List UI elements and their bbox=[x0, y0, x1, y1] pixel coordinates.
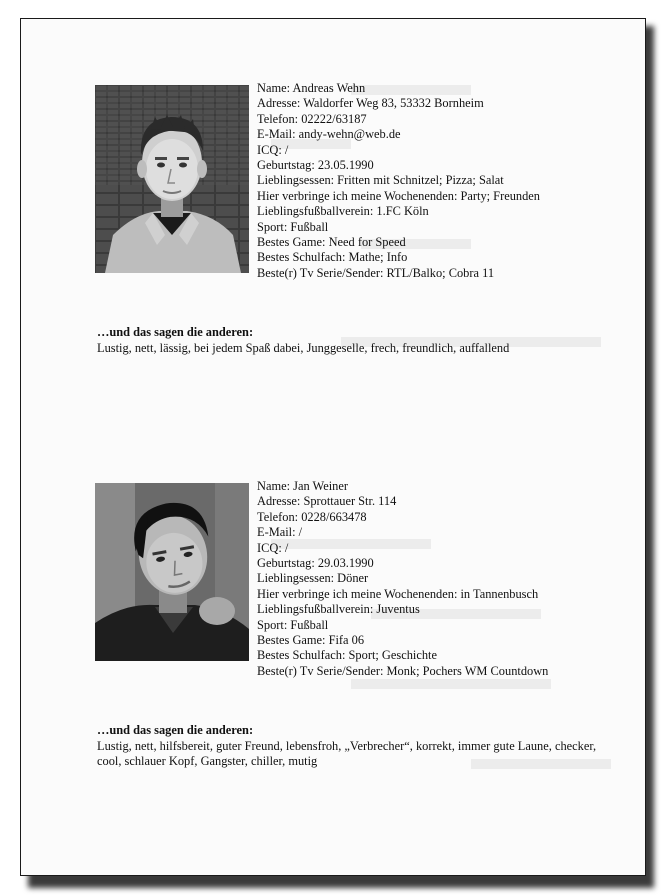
favorite-food-field: Lieblingsessen: Fritten mit Schnitzel; Pizza; Salat bbox=[257, 173, 504, 188]
sport-field: Sport: Fußball bbox=[257, 617, 329, 632]
favorite-food-field: Lieblingsessen: Döner bbox=[257, 571, 369, 586]
best-game-field: Bestes Game: Fifa 06 bbox=[257, 633, 365, 648]
birthday-field: Geburtstag: 23.05.1990 bbox=[257, 158, 374, 173]
portrait-photo-icon bbox=[95, 483, 249, 661]
comments-heading: …und das sagen die anderen: bbox=[97, 325, 254, 339]
sport-field: Sport: Fußball bbox=[257, 219, 329, 234]
profile-photo bbox=[95, 483, 249, 661]
comments-text: Lustig, nett, hilfsbereit, guter Freund, lebensfroh, „Verbrecher“, korrekt, immer gute Laune, checker, cool, schlauer Kopf, Gangster, chiller, mutig bbox=[97, 739, 597, 769]
best-game-field: Bestes Game: Need for Speed bbox=[257, 235, 406, 250]
name-field: Name: Andreas Wehn bbox=[257, 81, 366, 95]
favorite-club-field: Lieblingsfußballverein: 1.FC Köln bbox=[257, 204, 429, 219]
address-field: Adresse: Waldorfer Weg 83, 53332 Bornheim bbox=[257, 96, 484, 111]
scanned-page bbox=[20, 18, 646, 876]
phone-field: Telefon: 02222/63187 bbox=[257, 111, 367, 126]
bleed-through-mark bbox=[351, 679, 551, 689]
profile-details bbox=[257, 81, 637, 281]
best-subject-field: Bestes Schulfach: Sport; Geschichte bbox=[257, 648, 437, 663]
weekend-field: Hier verbringe ich meine Wochenenden: in Tannenbusch bbox=[257, 586, 539, 601]
icq-field: ICQ: / bbox=[257, 540, 289, 555]
weekend-field: Hier verbringe ich meine Wochenenden: Party; Freunden bbox=[257, 188, 540, 203]
profile-details bbox=[257, 479, 637, 679]
phone-field: Telefon: 0228/663478 bbox=[257, 509, 367, 524]
profile-photo bbox=[95, 85, 249, 273]
comments-text: Lustig, nett, lässig, bei jedem Spaß dabei, Junggeselle, frech, freundlich, auffallend bbox=[97, 341, 510, 355]
email-field: E-Mail: andy-wehn@web.de bbox=[257, 127, 401, 142]
tv-field: Beste(r) Tv Serie/Sender: Monk; Pochers WM Countdown bbox=[257, 663, 549, 678]
portrait-photo-icon bbox=[95, 85, 249, 273]
tv-field: Beste(r) Tv Serie/Sender: RTL/Balko; Cobra 11 bbox=[257, 265, 495, 280]
birthday-field: Geburtstag: 29.03.1990 bbox=[257, 556, 374, 571]
name-field: Name: Jan Weiner bbox=[257, 479, 348, 493]
favorite-club-field: Lieblingsfußballverein: Juventus bbox=[257, 602, 420, 617]
address-field: Adresse: Sprottauer Str. 114 bbox=[257, 494, 397, 509]
best-subject-field: Bestes Schulfach: Mathe; Info bbox=[257, 250, 408, 265]
email-field: E-Mail: / bbox=[257, 525, 303, 540]
icq-field: ICQ: / bbox=[257, 142, 289, 157]
comments-heading: …und das sagen die anderen: bbox=[97, 723, 254, 737]
